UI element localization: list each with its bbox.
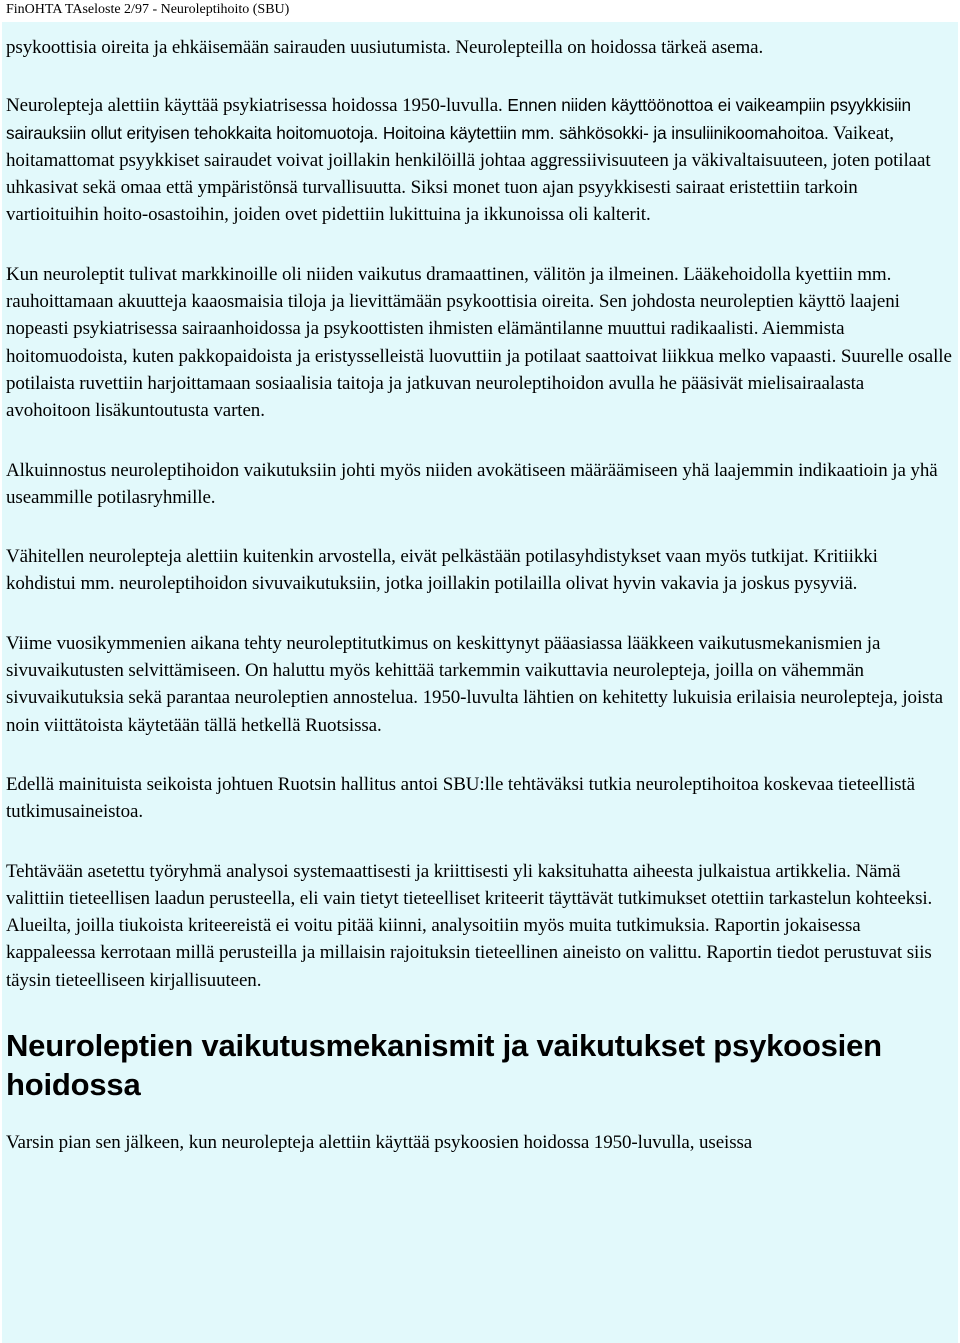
window-header <box>0 0 960 22</box>
paragraph-working-group: Tehtävään asetettu työryhmä analysoi systemaattisesti ja kriittisesti yli kaksituhatta aiheesta julkaistua artikkelia. Nämä valittiin tieteellisen laadun perusteella, eli vain tietyt tieteelliset kriteerit täyttävät tutkimukset otettiin tarkastelun kohteeksi. Alueilta, joilla tiukoista kriteereistä ei voitu pitää kiinni, analysoitiin myös muita tutkimuksia. Raportin jokaisessa kappaleessa kerrotaan millä perusteilla ja millaisin rajoituksin tieteellinen aineisto on valittu. Raportin tiedot perustuvat siis täysin tieteelliseen kirjallisuuteen. <box>6 860 933 991</box>
history-sentence-4: Siksi monet tuon ajan psyykkisesti sairaat eristettiin tarkoin vartioituihin hoito-osastoihin, joiden ovet pidettiin lukittuina ja ikkunoissa oli kalterit. <box>6 177 858 226</box>
paragraph-government-task: Edellä mainituista seikoista johtuen Ruotsin hallitus antoi SBU:lle tehtäväksi tutkia neuroleptihoitoa koskevaa tieteellistä tutkimusaineistoa. <box>6 773 915 823</box>
paragraph-section-start: Varsin pian sen jälkeen, kun neurolepteja alettiin käyttää psykoosien hoidossa 1950-luvulla, useissa <box>6 1132 753 1154</box>
history-sentence-3: Vaikeat, hoitamattomat psyykkiset sairaudet voivat joillakin henkilöillä johtaa aggressiivisuuteen ja väkivaltaisuuteen, joten potilaat uhkasivat sekä omaa että ympäristönsä turvallisuutta. <box>6 122 931 199</box>
paragraph-market-introduction: Kun neuroleptit tulivat markkinoille oli niiden vaikutus dramaattinen, välitön ja ilmeinen. Lääkehoidolla kyettiin mm. rauhoittamaan akuutteja kaaosmaisia tiloja ja lievittämään psykoottisia oireita. Sen johdosta neuroleptien käyttö laajeni nopeasti psykiatrisessa sairaanhoidossa ja psykoottisten ihmisten elämäntilanne muuttui radikaalisti. Aiemmista hoitomuodoista, kuten pakkopaidoista ja eristysselleistä luovuttiin ja potilaat saattoivat liikkua melko vapaasti. Suurelle osalle potilaista ruvettiin harjoittamaan sosiaalisia taitoja ja jatkuvan neuroleptihoidon avulla he pääsivät mielisairaalasta avohoitoon lisäkuntoutusta varten. <box>6 263 952 422</box>
history-sentence-2: Ennen niiden käyttöönottoa ei vaikeampiin psyykkisiin sairauksiin ollut erityisen tehokkaita hoitomuotoja. Hoitoina käytettiin mm. sähkösokki- ja insuliinikoomahoitoa. <box>6 95 911 143</box>
document-body <box>6 34 952 1188</box>
section-heading: Neuroleptien vaikutusmekanismit ja vaikutukset psykoosien hoidossa <box>6 1028 882 1103</box>
history-sentence-1: Neurolepteja alettiin käyttää psykiatrisessa hoidossa 1950-luvulla. <box>6 95 503 117</box>
document-page[interactable] <box>2 22 958 1343</box>
document-title: FinOHTA TAseloste 2/97 - Neuroleptihoito (SBU) <box>6 2 290 17</box>
paragraph-intro-end: psykoottisia oireita ja ehkäisemään sairauden uusiutumista. Neurolepteilla on hoidossa tärkeä asema. <box>6 37 764 58</box>
paragraph-criticism: Vähitellen neurolepteja alettiin kuitenkin arvostella, eivät pelkästään potilasyhdistykset vaan myös tutkijat. Kritiikki kohdistui mm. neuroleptihoidon sivuvaikutuksiin, jotka joillakin potilailla olivat hyvin vakavia ja joskus pysyviä. <box>6 546 878 595</box>
paragraph-initial-enthusiasm: Alkuinnostus neuroleptihoidon vaikutuksiin johti myös niiden avokätiseen määräämiseen yhä laajemmin indikaatioin ja yhä useammille potilasryhmille. <box>6 459 938 508</box>
paragraph-recent-research: Viime vuosikymmenien aikana tehty neuroleptitutkimus on keskittynyt pääasiassa lääkkeen vaikutusmekanismien ja sivuvaikutusten selvittämiseen. On haluttu myös kehittää tarkemmin vaikuttavia neurolepteja, joilla on vähemmän sivuvaikutuksia sekä parantaa neuroleptien annostelua. 1950-luvulta lähtien on kehitetty lukuisia erilaisia neurolepteja, joista noin viittätoista käytetään tällä hetkellä Ruotsissa. <box>6 632 943 736</box>
paragraph-history <box>6 92 952 228</box>
